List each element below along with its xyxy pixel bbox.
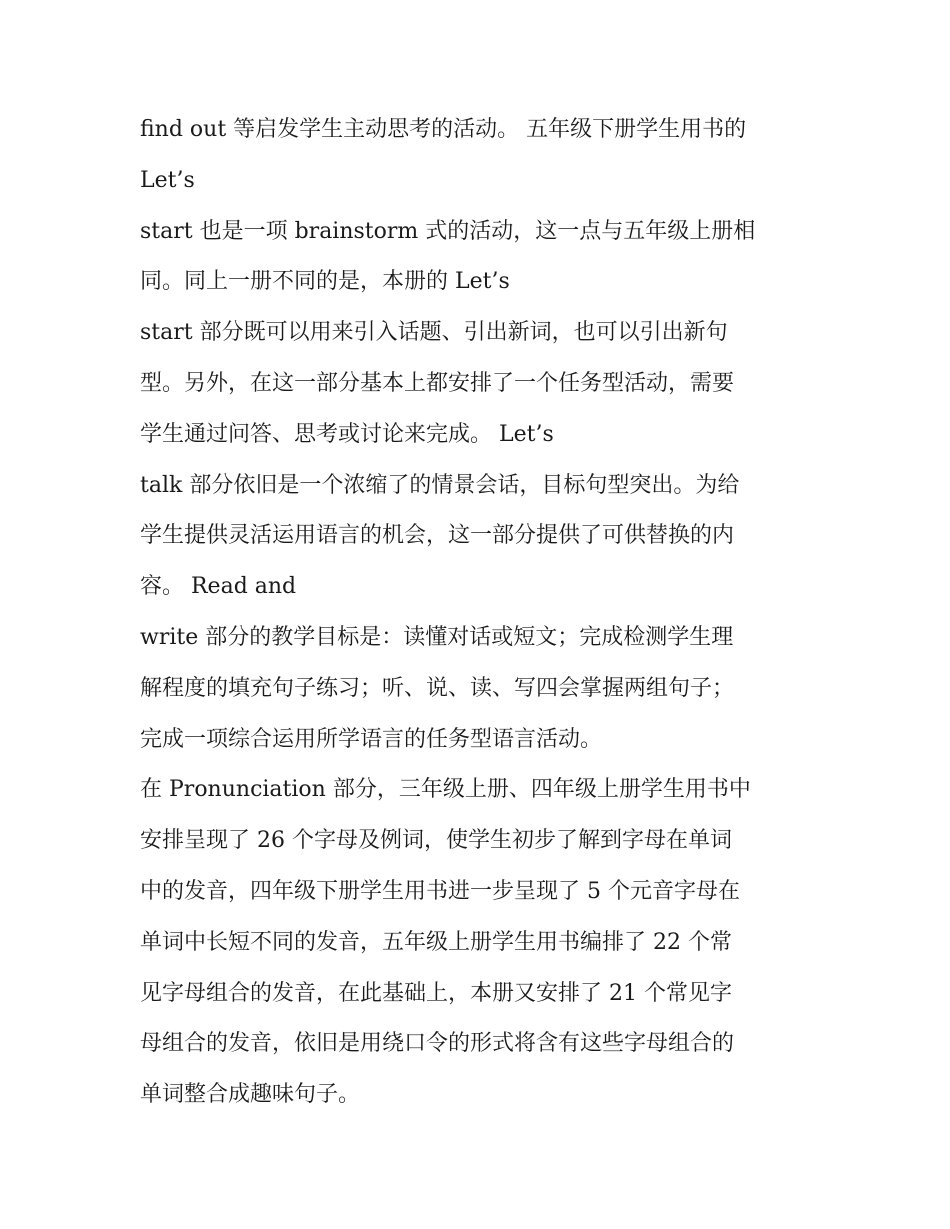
text-line: 学生提供灵活运用语言的机会，这一部分提供了可供替换的内 xyxy=(140,523,735,549)
text-line: talk 部分依旧是一个浓缩了的情景会话，目标句型突出。为给 xyxy=(140,472,740,498)
text-line: 安排呈现了 26 个字母及例词，使学生初步了解到字母在单词 xyxy=(140,828,732,854)
text-line: 在 Pronunciation 部分，三年级上册、四年级上册学生用书中 xyxy=(140,777,751,803)
text-line: 解程度的填充句子练习；听、说、读、写四会掌握两组句子； xyxy=(140,675,735,701)
text-line: write 部分的教学目标是：读懂对话或短文；完成检测学生理 xyxy=(140,624,734,650)
text-line: 中的发音，四年级下册学生用书进一步呈现了 5 个元音字母在 xyxy=(140,878,740,904)
text-line: 单词整合成趣味句子。 xyxy=(140,1082,361,1108)
text-line: 容。 Read and xyxy=(140,574,297,600)
text-line: Let’s xyxy=(140,167,195,193)
text-line: 母组合的发音，依旧是用绕口令的形式将含有这些字母组合的 xyxy=(140,1031,735,1057)
text-line: 同。同上一册不同的是，本册的 Let’s xyxy=(140,269,510,295)
text-line: start 部分既可以用来引入话题、引出新词，也可以引出新句 xyxy=(140,320,728,346)
text-line: 型。另外，在这一部分基本上都安排了一个任务型活动，需要 xyxy=(140,370,735,396)
text-line: 完成一项综合运用所学语言的任务型语言活动。 xyxy=(140,726,603,752)
text-line: 单词中长短不同的发音，五年级上册学生用书编排了 22 个常 xyxy=(140,929,732,955)
text-line: 见字母组合的发音，在此基础上，本册又安排了 21 个常见字 xyxy=(140,980,732,1006)
body-text xyxy=(140,108,820,1124)
text-line: start 也是一项 brainstorm 式的活动，这一点与五年级上册相 xyxy=(140,218,756,244)
text-line: find out 等启发学生主动思考的活动。 五年级下册学生用书的 xyxy=(140,117,747,142)
text-line: 学生通过问答、思考或讨论来完成。 Let’s xyxy=(140,421,554,447)
